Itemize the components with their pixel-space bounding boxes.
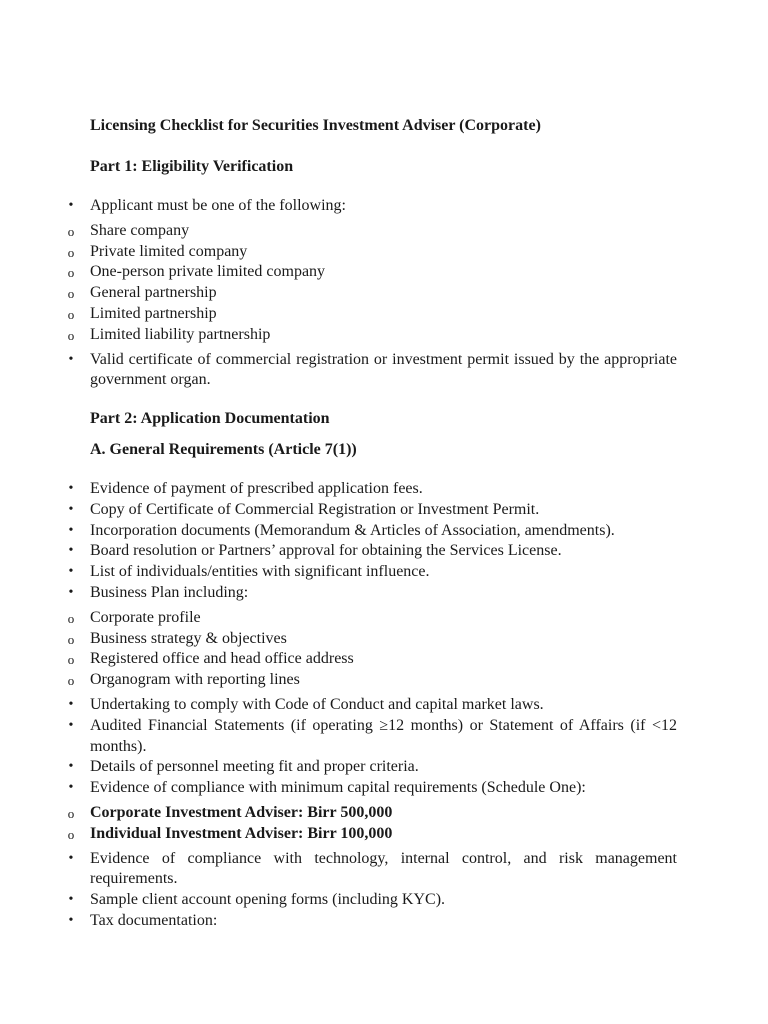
list-item: [0, 629, 677, 650]
sub-bullet-marker: o: [67, 244, 75, 260]
list-item-text: Limited liability partnership: [90, 325, 271, 343]
list-item-text: General partnership: [90, 284, 217, 302]
list-item-text: Details of personnel meeting fit and proper criteria.: [90, 758, 419, 776]
sub-bullet-marker: o: [67, 652, 75, 668]
sub-bullet-marker: o: [67, 306, 75, 322]
sub-bullet-marker: o: [67, 673, 75, 689]
bullet-marker: •: [68, 912, 74, 928]
list-item-text: Valid certificate of commercial registration or investment permit issued by the appropriate government organ.: [90, 350, 677, 389]
list-item: [0, 911, 677, 932]
sub-bullet-marker: o: [67, 286, 75, 302]
sub-bullet-marker: o: [67, 223, 75, 239]
list-item-text: List of individuals/entities with significant influence.: [90, 563, 430, 581]
list-item: [0, 221, 677, 242]
list-item: [0, 283, 677, 304]
list-item: [0, 890, 677, 911]
list-item: [0, 521, 677, 542]
list-item-text: Organogram with reporting lines: [90, 671, 300, 689]
part2-subheading: A. General Requirements (Article 7(1)): [90, 441, 357, 458]
part1-list: [0, 196, 768, 391]
list-item: [0, 695, 677, 716]
list-item-text: Share company: [90, 221, 190, 239]
list-item-text: Incorporation documents (Memorandum & Articles of Association, amendments).: [90, 521, 615, 539]
list-item: [0, 562, 677, 583]
list-item: [0, 583, 677, 604]
list-item-text: Evidence of compliance with minimum capital requirements (Schedule One):: [90, 779, 586, 797]
sub-bullet-marker: o: [67, 631, 75, 647]
list-item: [0, 541, 677, 562]
bullet-marker: •: [68, 501, 74, 517]
list-item-text: One-person private limited company: [90, 263, 326, 281]
bullet-marker: •: [68, 717, 74, 733]
list-item-text: Applicant must be one of the following:: [90, 197, 346, 214]
list-item: [0, 479, 677, 500]
bullet-marker: •: [68, 584, 74, 600]
list-item-text: Evidence of payment of prescribed application fees.: [90, 480, 423, 497]
list-item: [0, 304, 677, 325]
list-item: [0, 196, 677, 217]
list-item: [0, 849, 677, 891]
list-item-text: Audited Financial Statements (if operating ≥12 months) or Statement of Affairs (if <12 months).: [90, 716, 677, 755]
list-item: [0, 350, 677, 392]
list-item-text: Tax documentation:: [90, 911, 218, 929]
list-item: [0, 608, 677, 629]
bullet-marker: •: [68, 522, 74, 538]
bullet-marker: •: [68, 850, 74, 866]
sub-bullet-marker: o: [67, 327, 75, 343]
bullet-marker: •: [68, 543, 74, 559]
list-item: [0, 262, 677, 283]
sub-bullet-marker: o: [67, 805, 75, 821]
list-item-text: Business strategy & objectives: [90, 629, 287, 647]
list-item-text: Individual Investment Adviser: Birr 100,000: [90, 824, 393, 842]
list-item: [0, 778, 677, 799]
part2-list: [0, 479, 768, 932]
list-item-text: Copy of Certificate of Commercial Registration or Investment Permit.: [90, 500, 540, 518]
list-item-text: Business Plan including:: [90, 583, 249, 601]
list-item-text: Registered office and head office address: [90, 650, 354, 668]
list-item: [0, 803, 677, 824]
sub-bullet-marker: o: [67, 826, 75, 842]
list-item-text: Private limited company: [90, 242, 248, 260]
list-item: [0, 242, 677, 263]
list-item-text: Sample client account opening forms (including KYC).: [90, 891, 446, 909]
list-item-text: Limited partnership: [90, 304, 217, 322]
bullet-marker: •: [68, 564, 74, 580]
document-title: Licensing Checklist for Securities Investment Adviser (Corporate): [90, 117, 541, 134]
list-item-text: Corporate Investment Adviser: Birr 500,000: [90, 803, 393, 821]
bullet-marker: •: [68, 351, 74, 367]
part2-heading: Part 2: Application Documentation: [90, 410, 330, 427]
list-item-text: Evidence of compliance with technology, internal control, and risk management requirements.: [90, 849, 677, 888]
bullet-marker: •: [68, 780, 74, 796]
list-item: [0, 670, 677, 691]
sub-bullet-marker: o: [67, 265, 75, 281]
bullet-marker: •: [68, 198, 74, 213]
bullet-marker: •: [68, 892, 74, 908]
part1-heading: Part 1: Eligibility Verification: [90, 158, 294, 175]
list-item: [0, 649, 677, 670]
list-item: [0, 757, 677, 778]
list-item: [0, 824, 677, 845]
bullet-marker: •: [68, 696, 74, 712]
list-item: [0, 716, 677, 758]
list-item-text: Undertaking to comply with Code of Conduct and capital market laws.: [90, 695, 544, 713]
sub-bullet-marker: o: [67, 610, 75, 626]
list-item: [0, 500, 677, 521]
list-item-text: Board resolution or Partners’ approval for obtaining the Services License.: [90, 542, 562, 560]
bullet-marker: •: [68, 481, 74, 496]
bullet-marker: •: [68, 759, 74, 775]
list-item: [0, 325, 677, 346]
list-item-text: Corporate profile: [90, 608, 201, 626]
